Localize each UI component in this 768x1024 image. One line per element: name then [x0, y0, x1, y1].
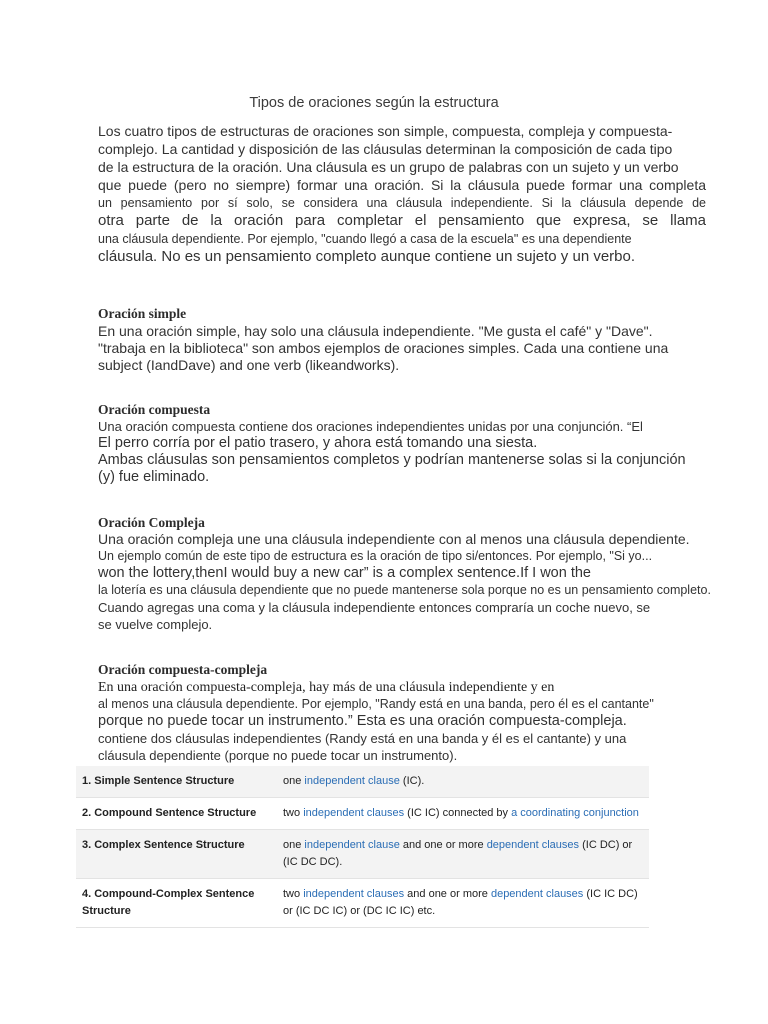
intro-line: otra parte de la oración para completar el pensamiento que expresa, se llama	[98, 212, 706, 229]
definition-text: (IC DC) or	[579, 839, 633, 851]
body-line: Una oración compleja une una cláusula independiente con al menos una cláusula dependiente.	[98, 531, 690, 547]
structure-name: 3. Complex Sentence Structure	[82, 839, 245, 851]
definition-text: one	[283, 839, 305, 851]
body-line: Ambas cláusulas son pensamientos completos y podrían mantenerse solas si la conjunción	[98, 452, 686, 468]
glossary-link[interactable]: independent clauses	[303, 807, 405, 819]
structure-definition	[277, 766, 649, 797]
glossary-link[interactable]: dependent clauses	[490, 888, 584, 900]
structure-definition	[277, 830, 649, 878]
glossary-link[interactable]: dependent clauses	[486, 839, 580, 851]
table-row	[76, 766, 649, 798]
glossary-link[interactable]: independent clause	[304, 775, 400, 787]
definition-text: and one or more	[404, 888, 491, 900]
intro-line: cláusula. No es un pensamiento completo aunque contiene un sujeto y un verbo.	[98, 248, 636, 265]
definition-text: two	[283, 888, 304, 900]
structure-name: 1. Simple Sentence Structure	[82, 775, 235, 787]
body-line: cláusula dependiente (porque no puede tocar un instrumento).	[98, 748, 458, 763]
definition-text: and one or more	[399, 839, 487, 851]
intro-line: de la estructura de la oración. Una cláusula es un grupo de palabras con un sujeto y un verbo	[98, 159, 679, 175]
body-line: subject (IandDave) and one verb (likeandworks).	[98, 357, 400, 373]
section-body-compound	[98, 418, 738, 486]
body-line: porque no puede tocar un instrumento.” Esta es una oración compuesta-compleja.	[98, 713, 627, 729]
intro-line: complejo. La cantidad y disposición de las cláusulas determinan la composición de cada tipo	[98, 141, 673, 157]
body-line: Cuando agregas una coma y la cláusula independiente entonces compraría un coche nuevo, se	[98, 600, 651, 615]
section-body-compound-complex	[98, 679, 738, 764]
glossary-link[interactable]: independent clauses	[303, 888, 405, 900]
body-line: En una oración simple, hay solo una cláusula independiente. "Me gusta el café" y "Dave".	[98, 323, 653, 339]
definition-text: (IC IC) connected by	[404, 807, 512, 819]
section-heading-complex: Oración Compleja	[98, 515, 205, 530]
body-line: (y) fue eliminado.	[98, 469, 210, 485]
definition-text: one	[283, 775, 305, 787]
intro-line: que puede (pero no siempre) formar una oración. Si la cláusula puede formar una completa	[98, 177, 706, 193]
structure-definition	[277, 798, 649, 829]
intro-line: una cláusula dependiente. Por ejemplo, "cuando llegó a casa de la escuela" es una dependiente	[98, 232, 632, 246]
section-body-complex	[98, 531, 738, 633]
glossary-link[interactable]: a coordinating conjunction	[511, 807, 639, 819]
body-line: al menos una cláusula dependiente. Por ejemplo, "Randy está en una banda, pero él es el cantante"	[98, 697, 654, 711]
intro-paragraph	[98, 122, 738, 266]
table-row	[76, 830, 649, 879]
body-line: won the lottery,thenI would buy a new car” is a complex sentence.If I won the	[98, 565, 591, 581]
structure-name: 2. Compound Sentence Structure	[82, 807, 257, 819]
body-line: "trabaja en la biblioteca" son ambos ejemplos de oraciones simples. Cada una contiene una	[98, 340, 669, 356]
sentence-structure-table	[76, 766, 649, 928]
table-row	[76, 879, 649, 928]
definition-text: or (IC DC IC) or (DC IC IC) etc.	[283, 905, 436, 917]
page-title: Tipos de oraciones según la estructura	[249, 95, 499, 111]
glossary-link[interactable]: independent clause	[304, 839, 400, 851]
body-line: Una oración compuesta contiene dos oraciones independientes unidas por una conjunción. “El	[98, 419, 643, 434]
body-line: El perro corría por el patio trasero, y ahora está tomando una siesta.	[98, 435, 538, 451]
body-line: En una oración compuesta-compleja, hay más de una cláusula independiente y en	[98, 680, 555, 695]
definition-text: (IC IC DC)	[583, 888, 638, 900]
body-line: contiene dos cláusulas independientes (Randy está en una banda y él es el cantante) y una	[98, 731, 627, 746]
definition-text: two	[283, 807, 304, 819]
body-line: Un ejemplo común de este tipo de estructura es la oración de tipo si/entonces. Por ejemplo, "Si yo...	[98, 549, 653, 563]
intro-line: un pensamiento por sí solo, se considera una cláusula independiente. Si la cláusula depende de	[98, 196, 706, 210]
intro-line: Los cuatro tipos de estructuras de oraciones son simple, compuesta, compleja y compuesta-	[98, 123, 673, 139]
section-body-simple	[98, 323, 738, 374]
definition-text: (IC).	[399, 775, 425, 787]
section-heading-compound: Oración compuesta	[98, 402, 211, 417]
body-line: se vuelve complejo.	[98, 617, 213, 632]
structure-name: 4. Compound-Complex Sentence Structure	[82, 888, 255, 917]
section-heading-simple: Oración simple	[98, 306, 187, 321]
section-heading-compound-complex: Oración compuesta-compleja	[98, 662, 268, 677]
table-row	[76, 798, 649, 830]
body-line: la lotería es una cláusula dependiente que no puede mantenerse sola porque no es un pensamiento completo.	[98, 583, 711, 597]
definition-text: (IC DC DC).	[283, 856, 343, 868]
structure-definition	[277, 879, 649, 927]
